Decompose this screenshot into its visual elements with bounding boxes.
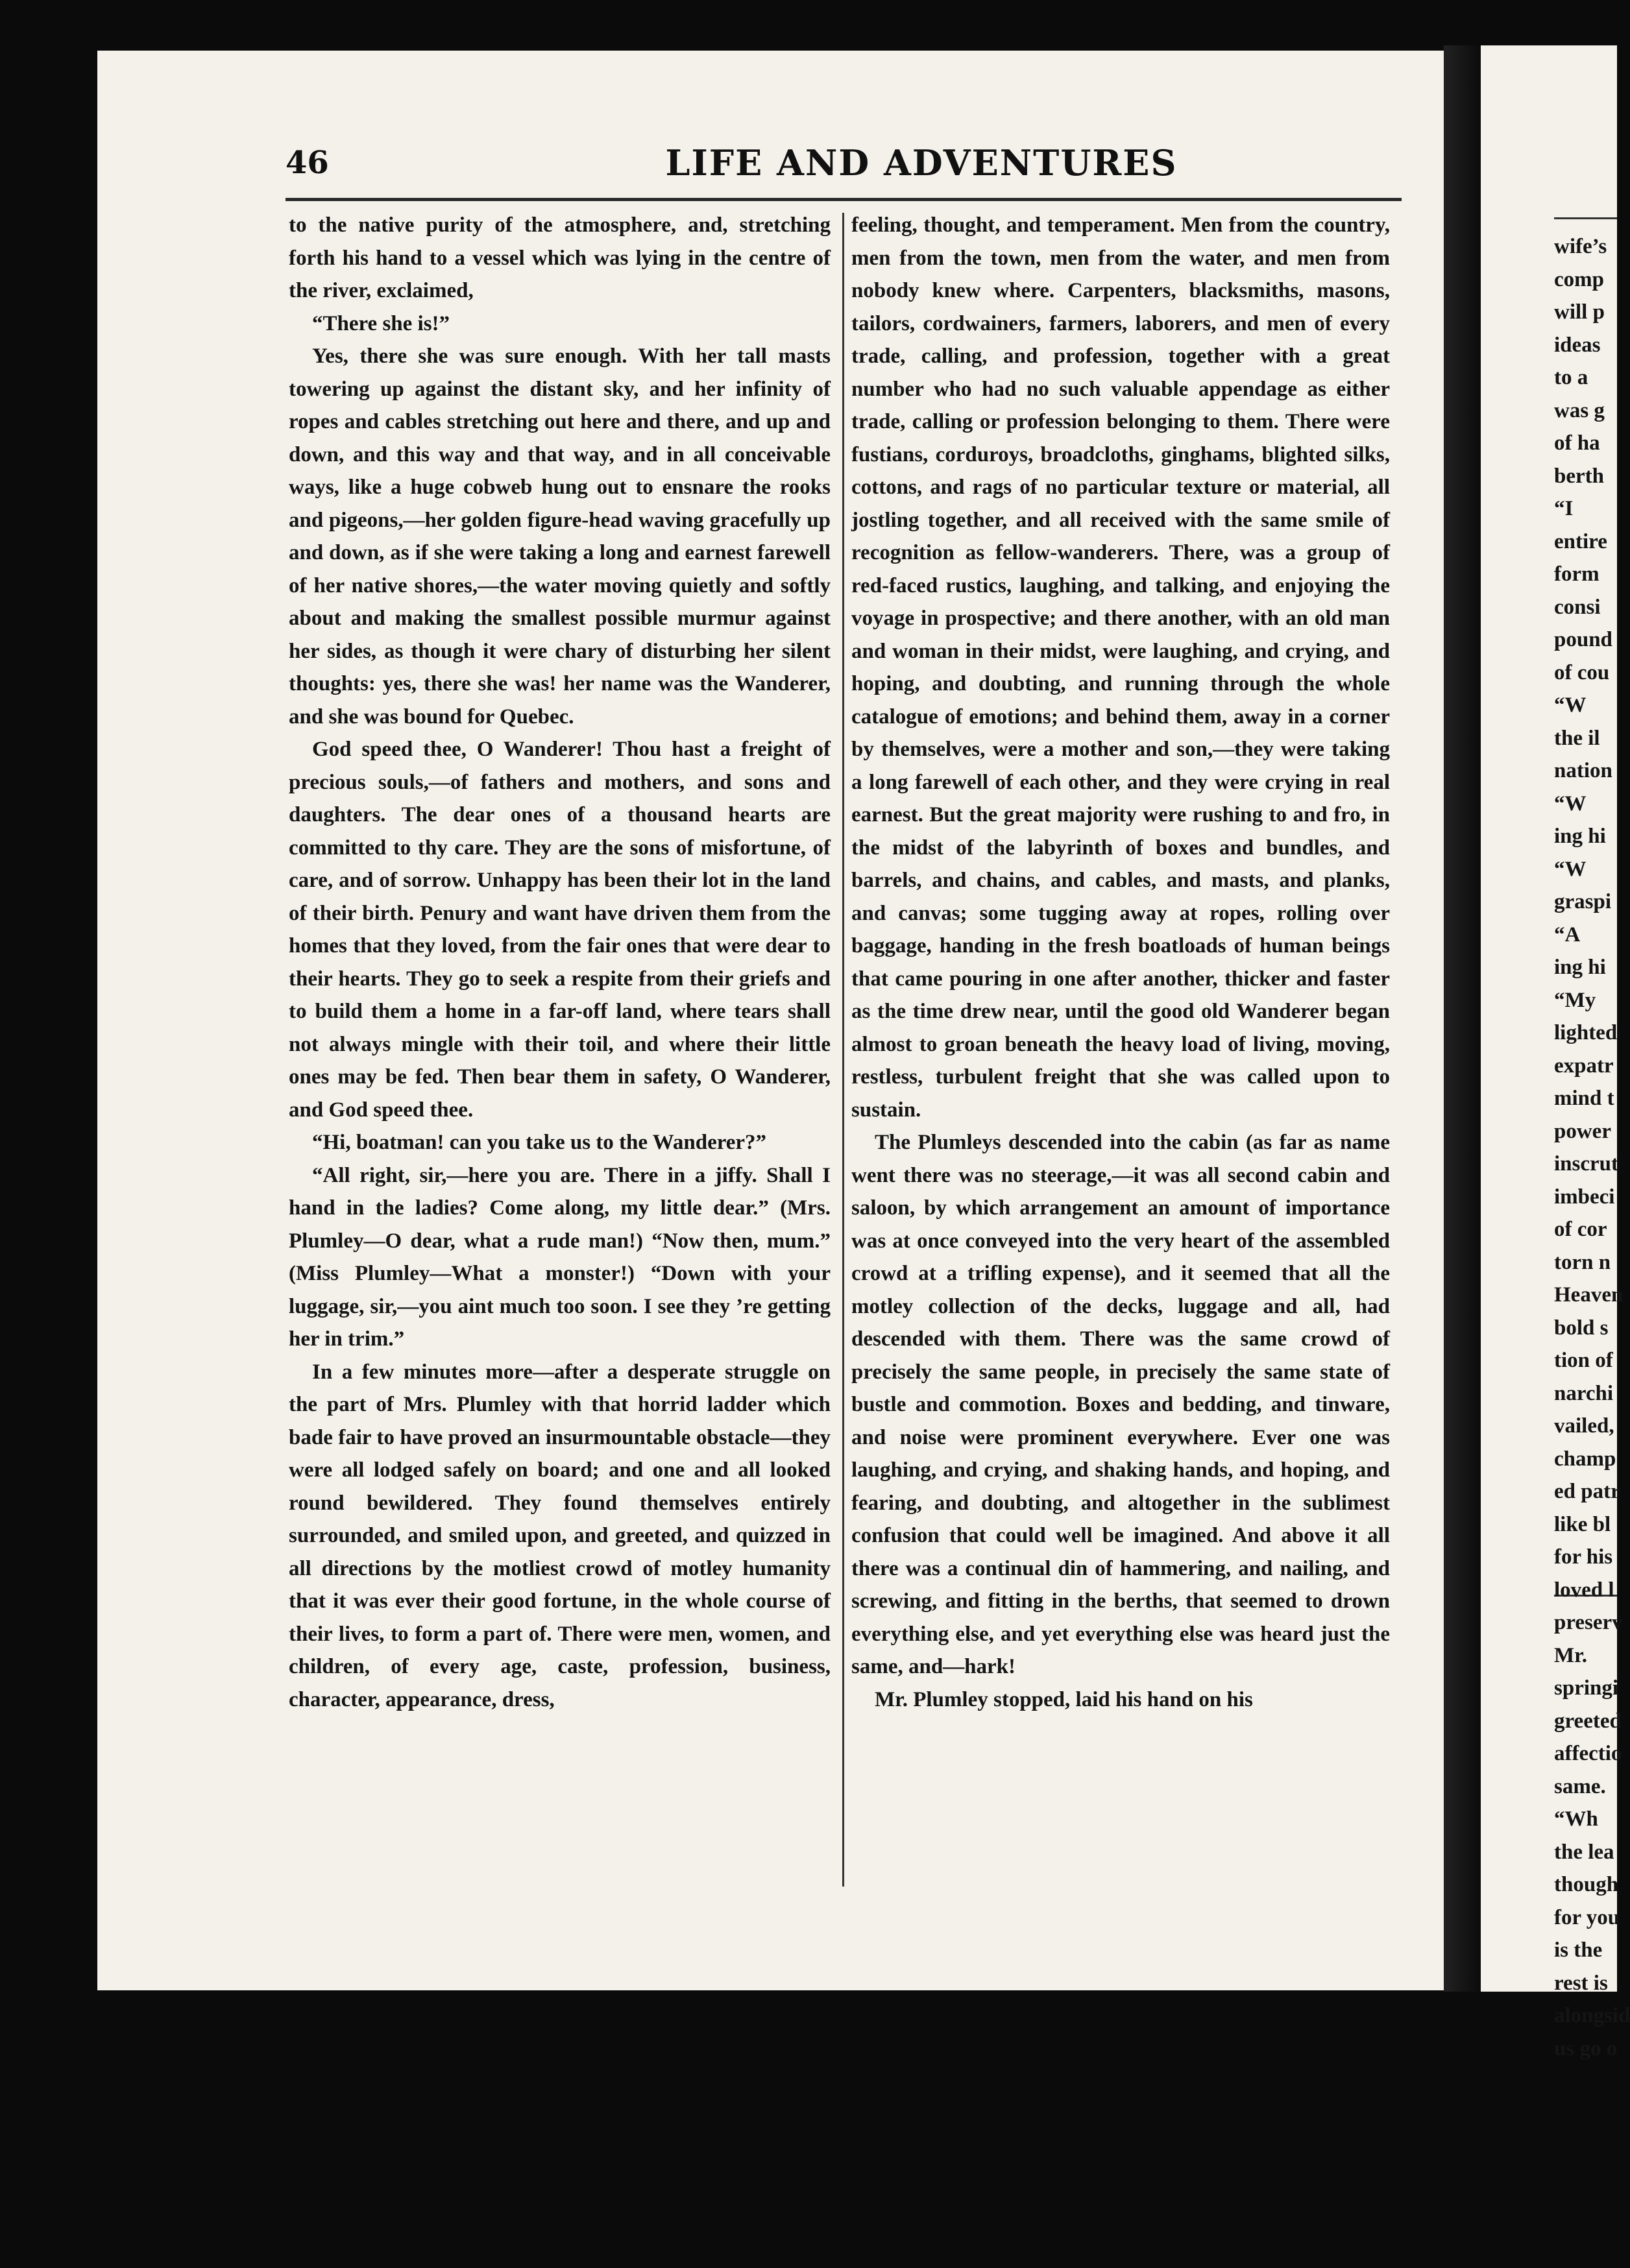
line-fragment: springi — [1554, 1676, 1619, 1700]
line-fragment: entire — [1554, 529, 1607, 553]
line-fragment: power — [1554, 1119, 1611, 1143]
line-fragment: narchi — [1554, 1381, 1614, 1405]
paragraph: The Plumleys descended into the cabin (as far as name went there was no steerage,—it was all second cabin and saloon, by which arrangement an amount of importance was at once conveyed into the very heart of the assembled crowd at a trifling expense), and it seemed that all the motley collection of the decks, luggage and all, had descended with them. There was the same crowd of precisely the same people, in precisely the same state of bustle and commotion. Boxes and bedding, and tinware, and noise were prominent everywhere. Ever one was laughing, and crying, and shaking hands, and hoping, and fearing, and doubting, and altogether in the sublimest confusion that could well be imagined. And above it all there was a continual din of hammering, and nailing, and screwing, and fitting in the berths, that seemed to drown everything else, and yet everything else was heard just the same, and—hark! — [851, 1131, 1390, 1678]
line-fragment: us go o — [1554, 2036, 1618, 2060]
line-fragment: expatr — [1554, 1054, 1614, 1078]
line-fragment: lighted — [1554, 1021, 1618, 1044]
line-fragment: the lea — [1554, 1840, 1614, 1864]
line-fragment: alongsid — [1554, 2004, 1630, 2027]
line-fragment: pound — [1554, 628, 1612, 651]
paragraph: feeling, thought, and temperament. Men from the country, men from the town, men from the water, and men from nobody knew where. Carpenters, blacksmiths, masons, tailors, cordwainers, farmers, laborers, and men of every trade, calling, and profession, together with a great number who had no such valuable appendage as either trade, calling or profession belonging to them. There were fustians, corduroys, broadcloths, ginghams, blighted silks, cottons, and rags of no particular texture or material, all jostling together, and all received with the same smile of recognition as fellow-wanderers. There, was a group of red-faced rustics, laughing, and talking, and enjoying the voyage in prospective; and there another, with an old man and woman in their midst, were laughing, and crying, and hoping, and doubting, and running through the whole catalogue of emotions; and behind them, away in a corner by themselves, were a mother and son,—they were taking a long farewell of each other, and they were crying in real earnest. But the great majority were rushing to and fro, in the midst of the labyrinth of boxes and bundles, and barrels, and chains, and cables, and masts, and planks, and canvas; some tugging away at ropes, rolling over baggage, handing in the fresh boatloads of human beings that came pouring in one after another, thicker and faster as the time drew near, until the good old Wanderer began almost to groan beneath the heavy load of living, moving, restless, turbulent freight that she was called upon to sustain. — [851, 213, 1390, 1122]
line-fragment: “Wh — [1554, 1807, 1598, 1831]
text-column-left — [289, 209, 831, 1896]
line-fragment: Mr. — [1554, 1643, 1588, 1667]
line-fragment: torn n — [1554, 1250, 1611, 1274]
line-fragment: was g — [1554, 398, 1605, 422]
line-fragment: is the — [1554, 1938, 1603, 1962]
line-fragment: will p — [1554, 300, 1605, 324]
right-page-rule — [1554, 217, 1617, 219]
line-fragment: inscrut — [1554, 1152, 1618, 1176]
line-fragment: like bl — [1554, 1512, 1611, 1536]
line-fragment: “W — [1554, 791, 1587, 815]
page-number: 46 — [286, 145, 329, 181]
line-fragment: nation — [1554, 759, 1612, 782]
paragraph: “All right, sir,—here you are. There in a jiffy. Shall I hand in the ladies? Come along, my little dear.” (Mrs. Plumley—O dear, what a rude man!) “Now then, mum.” (Miss Plumley—What a monster!) “Down with your luggage, sir,—you aint much too soon. I see they ’re getting her in trim.” — [289, 1163, 831, 1351]
line-fragment: “I — [1554, 497, 1574, 520]
paragraph: “Hi, boatman! can you take us to the Wanderer?” — [312, 1131, 767, 1154]
line-fragment: vailed, — [1554, 1414, 1614, 1438]
line-fragment: imbeci — [1554, 1185, 1615, 1209]
line-fragment: the il — [1554, 726, 1600, 750]
paragraph: “There she is!” — [312, 311, 450, 335]
line-fragment: champ — [1554, 1447, 1616, 1471]
line-fragment: of cou — [1554, 660, 1610, 684]
text-column-middle — [851, 209, 1390, 1896]
line-fragment: bold s — [1554, 1316, 1609, 1340]
line-fragment: “W — [1554, 857, 1587, 881]
line-fragment: for his — [1554, 1545, 1613, 1569]
line-fragment: ing hi — [1554, 825, 1606, 848]
line-fragment: though — [1554, 1873, 1619, 1896]
line-fragment: same. — [1554, 1774, 1606, 1798]
line-fragment: rest is — [1554, 1971, 1608, 1995]
line-fragment: mind t — [1554, 1087, 1614, 1110]
line-fragment: tion of — [1554, 1349, 1613, 1372]
line-fragment: comp — [1554, 267, 1604, 291]
line-fragment: of ha — [1554, 431, 1600, 455]
line-fragment: greeted — [1554, 1709, 1622, 1733]
line-fragment: consi — [1554, 595, 1601, 619]
paragraph: Yes, there she was sure enough. With her tall masts towering up against the distant sky, and her infinity of ropes and cables stretching out here and there, and up and down, and this way and that way, and in all conceivable ways, like a huge cobweb hung out to ensnare the rooks and pigeons,—her golden figure-head waving gracefully up and down, as if she were taking a long and earnest farewell of her native shores,—the water moving quietly and softly about and making the smallest possible murmur against her sides, as though it were chary of disturbing her silent thoughts: yes, there she was! her name was the Wanderer, and she was bound for Quebec. — [289, 344, 831, 729]
text-column-right-fragment — [1554, 230, 1630, 2060]
line-fragment: “W — [1554, 694, 1587, 717]
line-fragment: wife’s — [1554, 235, 1607, 258]
header-rule — [286, 198, 1402, 201]
line-fragment: ideas — [1554, 333, 1601, 357]
paragraph: In a few minutes more—after a desperate struggle on the part of Mrs. Plumley with that horrid ladder which bade fair to have proved an insurmountable obstacle—they were all lodged safely on board; and one and all looked round bewildered. They found themselves entirely surrounded, and smiled upon, and greeted, and quizzed in all directions by the motliest crowd of motley humanity that it was ever their good fortune, in the whole course of their lives, to form a part of. There were men, women, and children, of every age, caste, profession, business, character, appearance, dress, — [289, 1360, 831, 1711]
line-fragment: for you — [1554, 1905, 1620, 1929]
column-divider — [842, 213, 844, 1887]
line-fragment: form — [1554, 562, 1600, 586]
page-header — [286, 133, 1402, 191]
paragraph: to the native purity of the atmosphere, and, stretching forth his hand to a vessel which was lying in the centre of the river, exclaimed, — [289, 213, 831, 302]
paragraph: God speed thee, O Wanderer! Thou hast a freight of precious souls,—of fathers and mothers, and sons and daughters. The dear ones of a thousand hearts are committed to thy care. They are the sons of misfortune, of care, and of sorrow. Unhappy has been their lot in the land of their birth. Penury and want have driven them from the homes that they loved, from the fair ones that were dear to their hearts. They go to seek a respite from their griefs and to build them a home in a far-off land, where tears shall not always mingle with their toil, and where their little ones may be fed. Then bear them in safety, O Wanderer, and God speed thee. — [289, 738, 831, 1122]
line-fragment: “A — [1554, 923, 1581, 947]
running-title: LIFE AND ADVENTURES — [665, 142, 1178, 184]
line-fragment: loved l — [1554, 1578, 1614, 1602]
line-fragment: Heaven — [1554, 1283, 1624, 1307]
line-fragment: affectio — [1554, 1742, 1622, 1765]
line-fragment: graspi — [1554, 890, 1612, 913]
gutter-shadow — [1444, 45, 1481, 1992]
line-fragment: to a — [1554, 366, 1588, 389]
line-fragment: ed patr — [1554, 1480, 1620, 1503]
line-fragment: ing hi — [1554, 956, 1606, 979]
paragraph: Mr. Plumley stopped, laid his hand on his — [875, 1687, 1253, 1711]
line-fragment: berth — [1554, 464, 1604, 488]
line-fragment: of cor — [1554, 1218, 1607, 1241]
line-fragment: “My — [1554, 988, 1596, 1012]
line-fragment: preserv — [1554, 1611, 1623, 1634]
